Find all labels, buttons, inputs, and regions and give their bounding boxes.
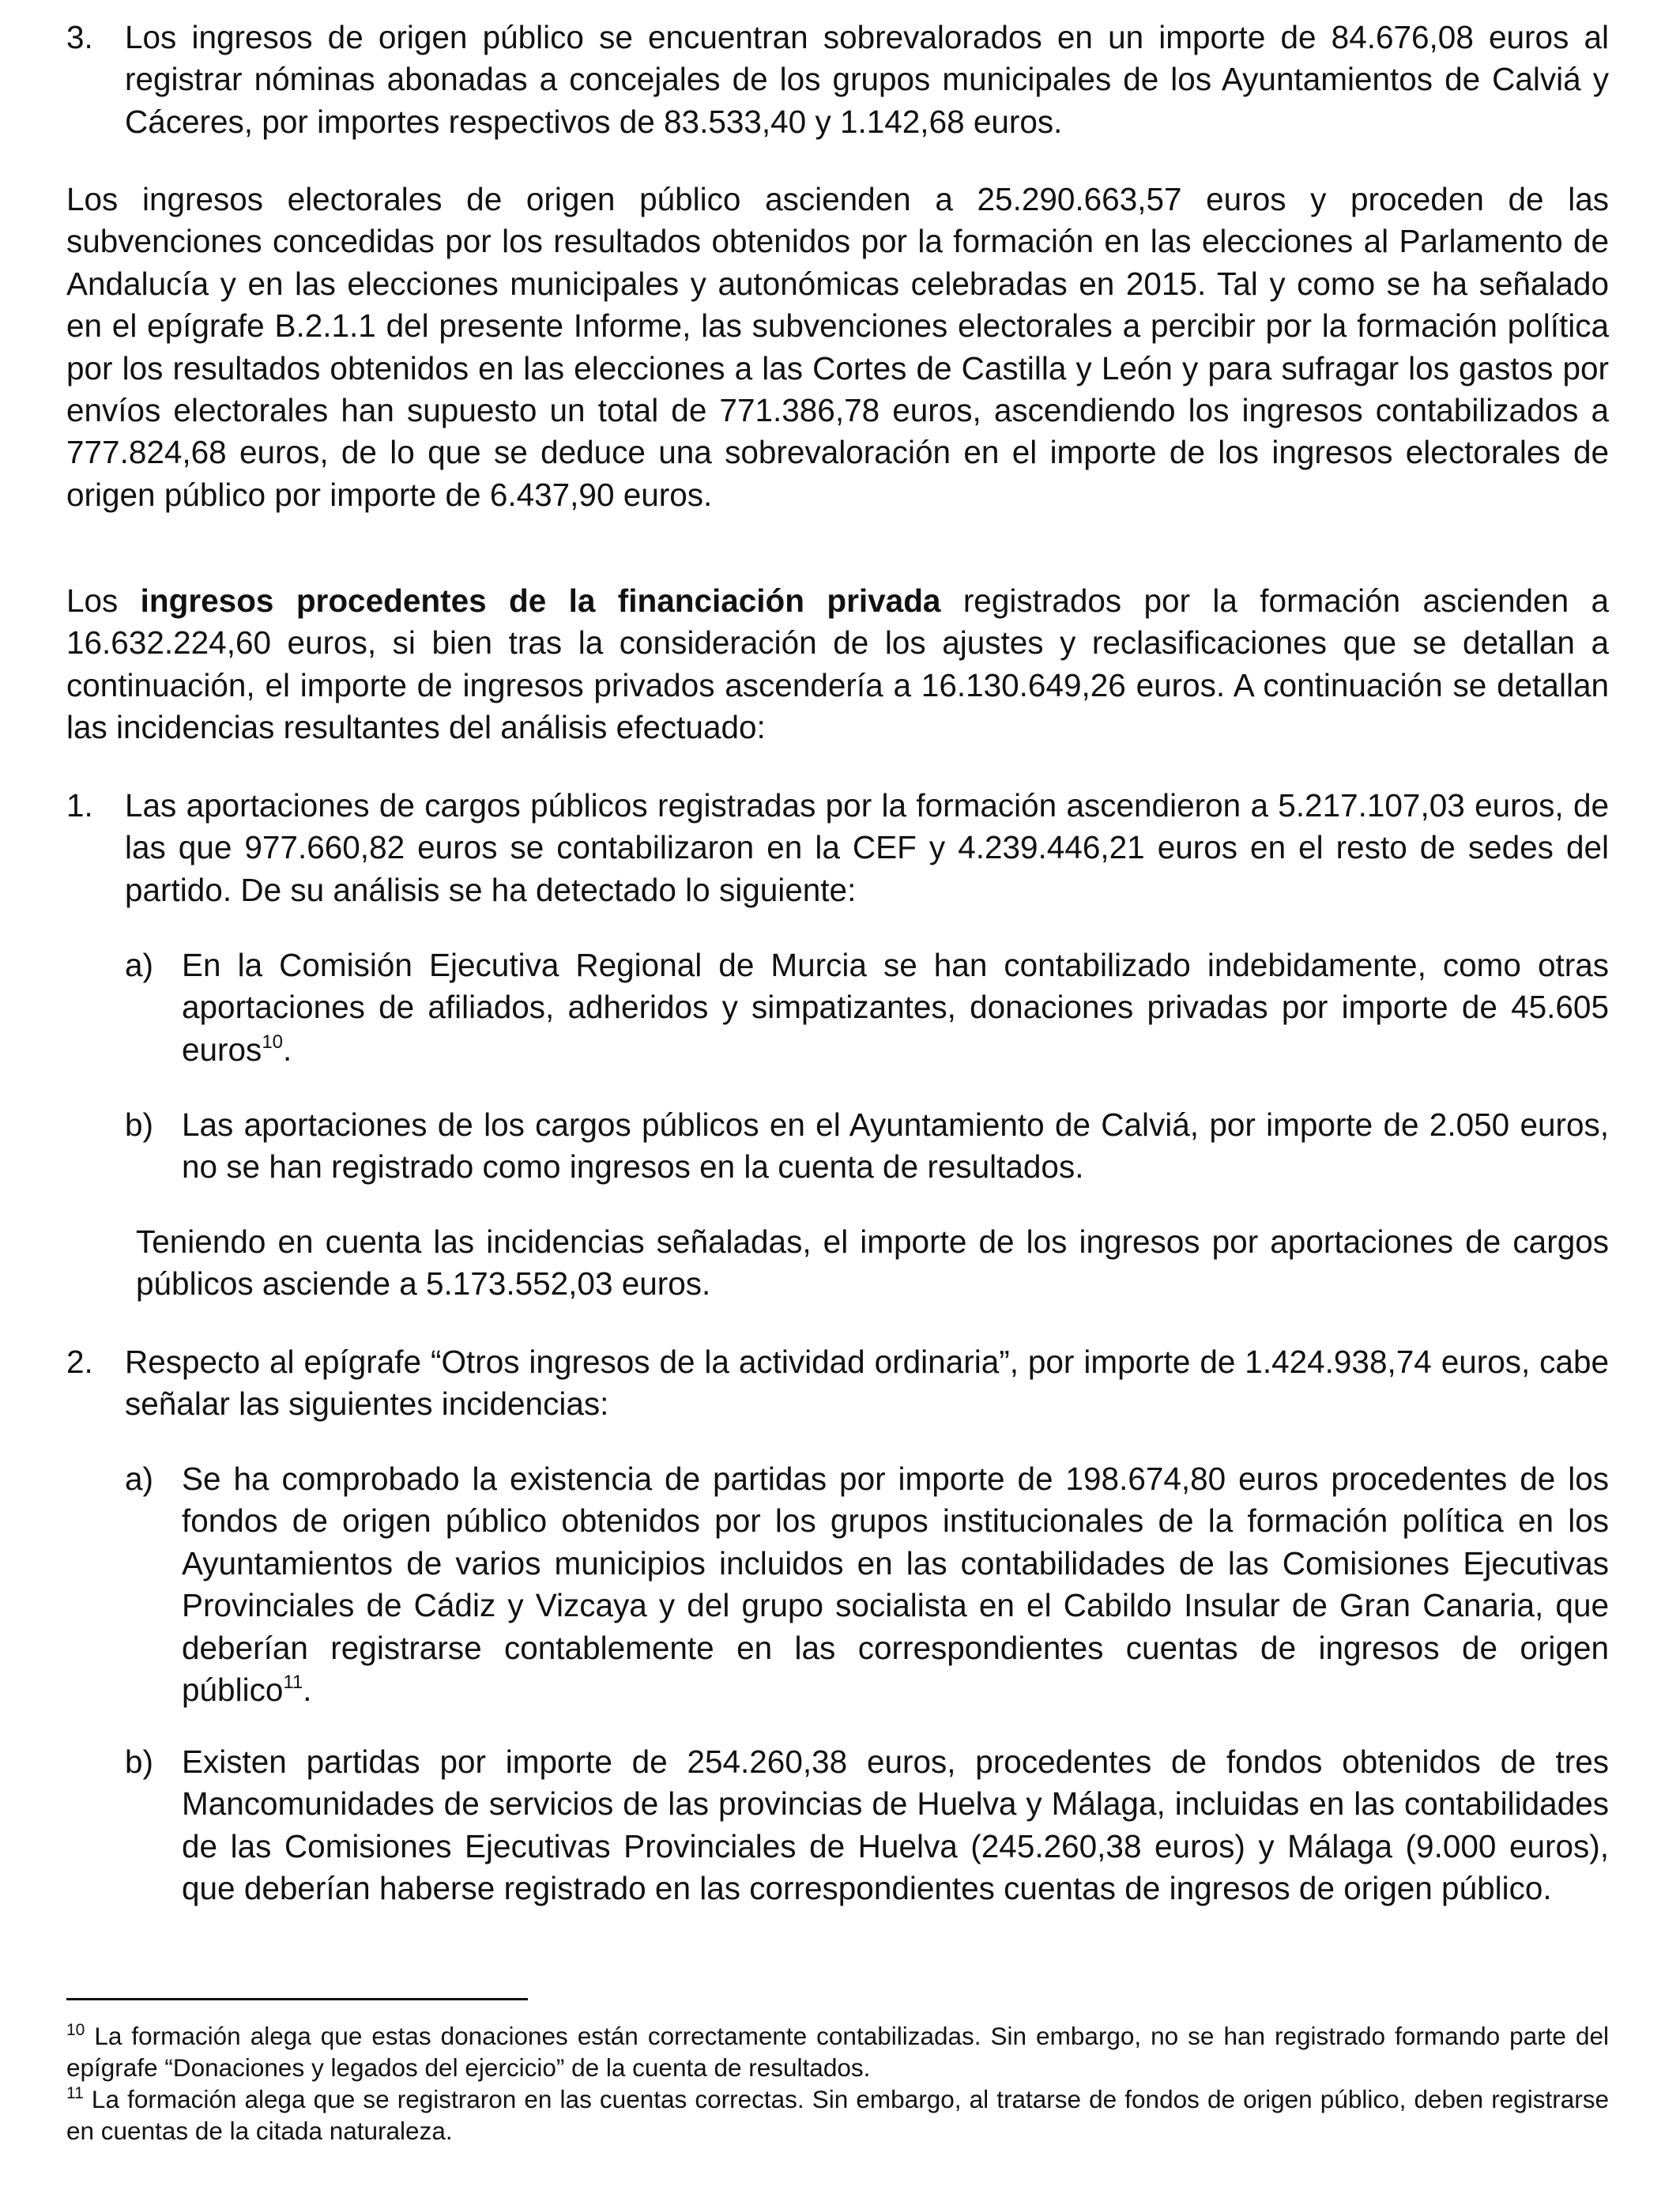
item-1a-text (182, 944, 1609, 1071)
footnote-ref-10[interactable]: 10 (262, 1031, 284, 1053)
private-financing-rest: registrados por la formación ascienden a 16.632.224,60 euros, si bien tras la consideración de los ajustes y reclasificaciones que se detallan a continuación, el importe de ingresos privados ascendería a 16.130.649,26 euros. A continuación se detallan las incidencias resultantes del análisis efectuado: (66, 582, 1609, 746)
item-2a-body: Se ha comprobado la existencia de partidas por importe de 198.674,80 euros procedentes de los fondos de origen público obtenidos por los grupos institucionales de la formación política en los Ayuntamientos de varios municipios incluidos en las contabilidades de las Comisiones Ejecutivas Provinciales de Cádiz y Vizcaya y del grupo socialista en el Cabildo Insular de Gran Canaria, que deberían registrarse contablemente en las correspondientes cuentas de ingresos de origen público (182, 1461, 1609, 1709)
item-1b-label: b) (125, 1106, 154, 1143)
footnote-10-number: 10 (66, 2021, 85, 2039)
paragraph-private-financing (66, 580, 1609, 749)
private-financing-lead: Los (66, 582, 141, 619)
footnote-11 (66, 2083, 1609, 2147)
item-1a-end: . (283, 1031, 292, 1068)
footnote-10 (66, 2020, 1609, 2083)
item-1b-text: Las aportaciones de los cargos públicos en el Ayuntamiento de Calviá, por importe de 2.050 euros, no se han registrado como ingresos en la cuenta de resultados. (182, 1106, 1609, 1186)
item-3-text: Los ingresos de origen público se encuentran sobrevalorados en un importe de 84.676,08 euros al registrar nóminas abonadas a concejales de los grupos municipales de los Ayuntamientos de Calviá y Cáceres, por importes respectivos de 83.533,40 y 1.142,68 euros. (125, 19, 1609, 140)
footnote-10-text: La formación alega que estas donaciones están correctamente contabilizadas. Sin embargo, no se han registrado formando parte del epígrafe “Donaciones y legados del ejercicio” de la cuenta de resultados. (66, 2022, 1609, 2082)
item-1a-label: a) (125, 947, 154, 983)
item-3-number: 3. (66, 19, 93, 55)
item-1a-body: En la Comisión Ejecutiva Regional de Murcia se han contabilizado indebidamente, como otras aportaciones de afiliados, adheridos y simpatizantes, donaciones privadas por importe de 45.605 euros (182, 947, 1609, 1068)
item-2a-label: a) (125, 1461, 154, 1497)
item-1-text: Las aportaciones de cargos públicos registradas por la formación ascendieron a 5.217.107,03 euros, de las que 977.660,82 euros se contabilizaron en la CEF y 4.239.446,21 euros en el resto de sedes del partido. De su análisis se ha detectado lo siguiente: (125, 787, 1609, 908)
footnote-separator (66, 1998, 528, 2000)
private-financing-bold: ingresos procedentes de la financiación privada (140, 582, 941, 619)
item-1-summary: Teniendo en cuenta las incidencias señaladas, el importe de los ingresos por aportaciones de cargos públicos asciende a 5.173.552,03 euros. (136, 1223, 1609, 1302)
item-2-number: 2. (66, 1344, 93, 1380)
item-1-number: 1. (66, 787, 93, 824)
footnote-11-number: 11 (66, 2084, 84, 2102)
item-2b-text: Existen partidas por importe de 254.260,38 euros, procedentes de fondos obtenidos de tres Mancomunidades de servicios de las provincias de Huelva y Málaga, incluidas en las contabilidades de las Comisiones Ejecutivas Provinciales de Huelva (245.260,38 euros) y Málaga (9.000 euros), que deberían haberse registrado en las correspondientes cuentas de ingresos de origen público. (182, 1744, 1609, 1907)
item-2a-end: . (303, 1672, 312, 1709)
paragraph-electoral-income: Los ingresos electorales de origen público ascienden a 25.290.663,57 euros y proceden de las subvenciones concedidas por los resultados obtenidos por la formación en las elecciones al Parlamento de Andalucía y en las elecciones municipales y autonómicas celebradas en 2015. Tal y como se ha señalado en el epígrafe B.2.1.1 del presente Informe, las subvenciones electorales a percibir por la formación política por los resultados obtenidos en las elecciones a las Cortes de Castilla y León y para sufragar los gastos por envíos electorales han supuesto un total de 771.386,78 euros, ascendiendo los ingresos contabilizados a 777.824,68 euros, de lo que se deduce una sobrevaloración en el importe de los ingresos electorales de origen público por importe de 6.437,90 euros. (66, 181, 1609, 513)
footnote-ref-11[interactable]: 11 (283, 1672, 303, 1694)
item-2b-label: b) (125, 1744, 154, 1780)
item-2-text: Respecto al epígrafe “Otros ingresos de la actividad ordinaria”, por importe de 1.424.938,74 euros, cabe señalar las siguientes incidencias: (125, 1344, 1609, 1423)
item-2a-text (182, 1458, 1609, 1711)
footnote-11-text: La formación alega que se registraron en las cuentas correctas. Sin embargo, al tratarse de fondos de origen público, deben registrarse en cuentas de la citada naturaleza. (66, 2085, 1609, 2145)
